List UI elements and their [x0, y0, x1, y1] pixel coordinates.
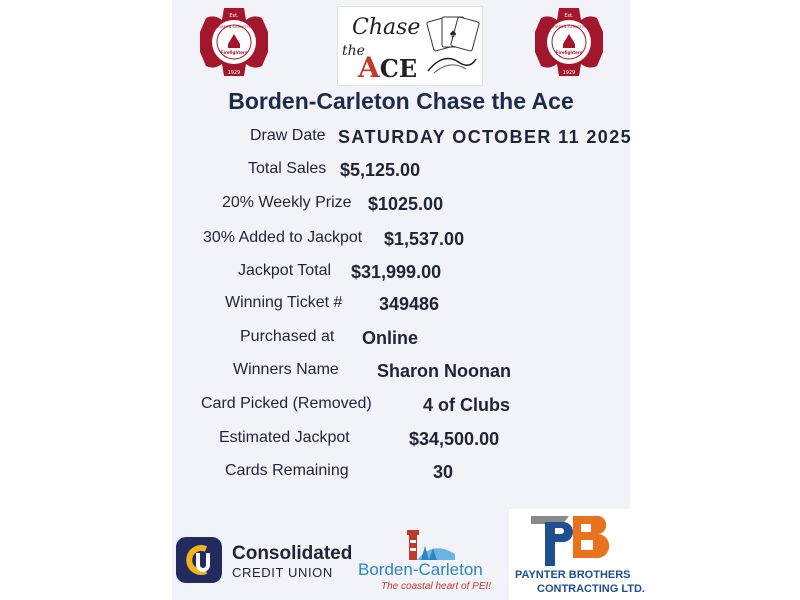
- row-value: $5,125.00: [340, 160, 421, 180]
- borden-carleton-name: Borden-Carleton: [358, 560, 483, 579]
- emblem-firefighters-text: Firefighters: [555, 50, 583, 55]
- firefighters-emblem-left: [198, 6, 270, 78]
- credit-union-logo-icon: [176, 537, 222, 583]
- row-value: 349486: [379, 294, 440, 314]
- emblem-est-text: Est.: [564, 13, 574, 19]
- paynter-name-line1: PAYNTER BROTHERS: [515, 569, 631, 581]
- emblem-ring-text: BORDEN-CARLETON: [215, 25, 253, 29]
- row-value: 4 of Clubs: [423, 395, 511, 415]
- row-cards-remaining: [172, 462, 630, 488]
- row-winners-name: [172, 361, 630, 387]
- row-label: 20% Weekly Prize: [222, 194, 352, 211]
- row-added-to-jackpot: [172, 229, 630, 255]
- row-jackpot-total: [172, 262, 630, 288]
- row-value: $1025.00: [368, 194, 444, 214]
- row-value: $34,500.00: [409, 429, 500, 449]
- logo-word-ace: [358, 51, 417, 84]
- chase-the-ace-logo: [337, 6, 483, 86]
- row-card-picked: [172, 395, 630, 421]
- row-label: Jackpot Total: [238, 262, 332, 279]
- svg-text:♠: ♠: [449, 26, 457, 40]
- paynter-name-line2: CONTRACTING LTD.: [537, 583, 645, 595]
- row-label: Winning Ticket #: [225, 294, 343, 311]
- row-value: $31,999.00: [351, 262, 442, 282]
- row-value: Online: [362, 328, 419, 348]
- borden-carleton-lighthouse-icon: [397, 526, 457, 564]
- row-value: SATURDAY OCTOBER 11 2025: [338, 127, 633, 147]
- emblem-year-text: 1929: [562, 70, 576, 76]
- row-value: Sharon Noonan: [377, 361, 511, 381]
- logo-ace-rest: CE: [379, 54, 418, 83]
- logo-word-the: the: [342, 43, 365, 59]
- row-label: Estimated Jackpot: [219, 429, 350, 446]
- row-total-sales: [172, 160, 630, 186]
- row-draw-date: [172, 127, 633, 153]
- row-weekly-prize: [172, 194, 630, 220]
- credit-union-subtitle: CREDIT UNION: [232, 565, 333, 580]
- emblem-firefighters-text: Firefighters: [220, 50, 248, 55]
- paynter-brothers-logo: [509, 509, 645, 600]
- firefighters-emblem-right: [533, 6, 605, 78]
- row-label: Draw Date: [250, 127, 326, 144]
- logo-ace-first: A: [358, 51, 380, 84]
- row-estimated-jackpot: [172, 429, 630, 455]
- row-label: Card Picked (Removed): [201, 395, 372, 412]
- row-label: 30% Added to Jackpot: [203, 229, 363, 246]
- row-purchased-at: [172, 328, 630, 354]
- row-label: Winners Name: [233, 361, 339, 378]
- row-label: Total Sales: [248, 160, 327, 177]
- row-label: Cards Remaining: [225, 462, 349, 479]
- borden-carleton-tagline: The coastal heart of PEI!: [381, 581, 492, 592]
- emblem-est-text: Est.: [229, 13, 239, 19]
- paynter-brothers-pb-icon: [529, 512, 611, 568]
- row-label: Purchased at: [240, 328, 335, 345]
- emblem-year-text: 1929: [227, 70, 241, 76]
- row-value: 30: [433, 462, 454, 482]
- row-winning-ticket: [172, 294, 630, 320]
- logo-word-chase: Chase: [352, 15, 421, 40]
- emblem-ring-text: BORDEN-CARLETON: [550, 25, 588, 29]
- page-title: Borden-Carleton Chase the Ace: [228, 88, 574, 114]
- playing-cards-icon: [424, 15, 480, 77]
- row-value: $1,537.00: [384, 229, 465, 249]
- credit-union-name: Consolidated: [232, 543, 353, 564]
